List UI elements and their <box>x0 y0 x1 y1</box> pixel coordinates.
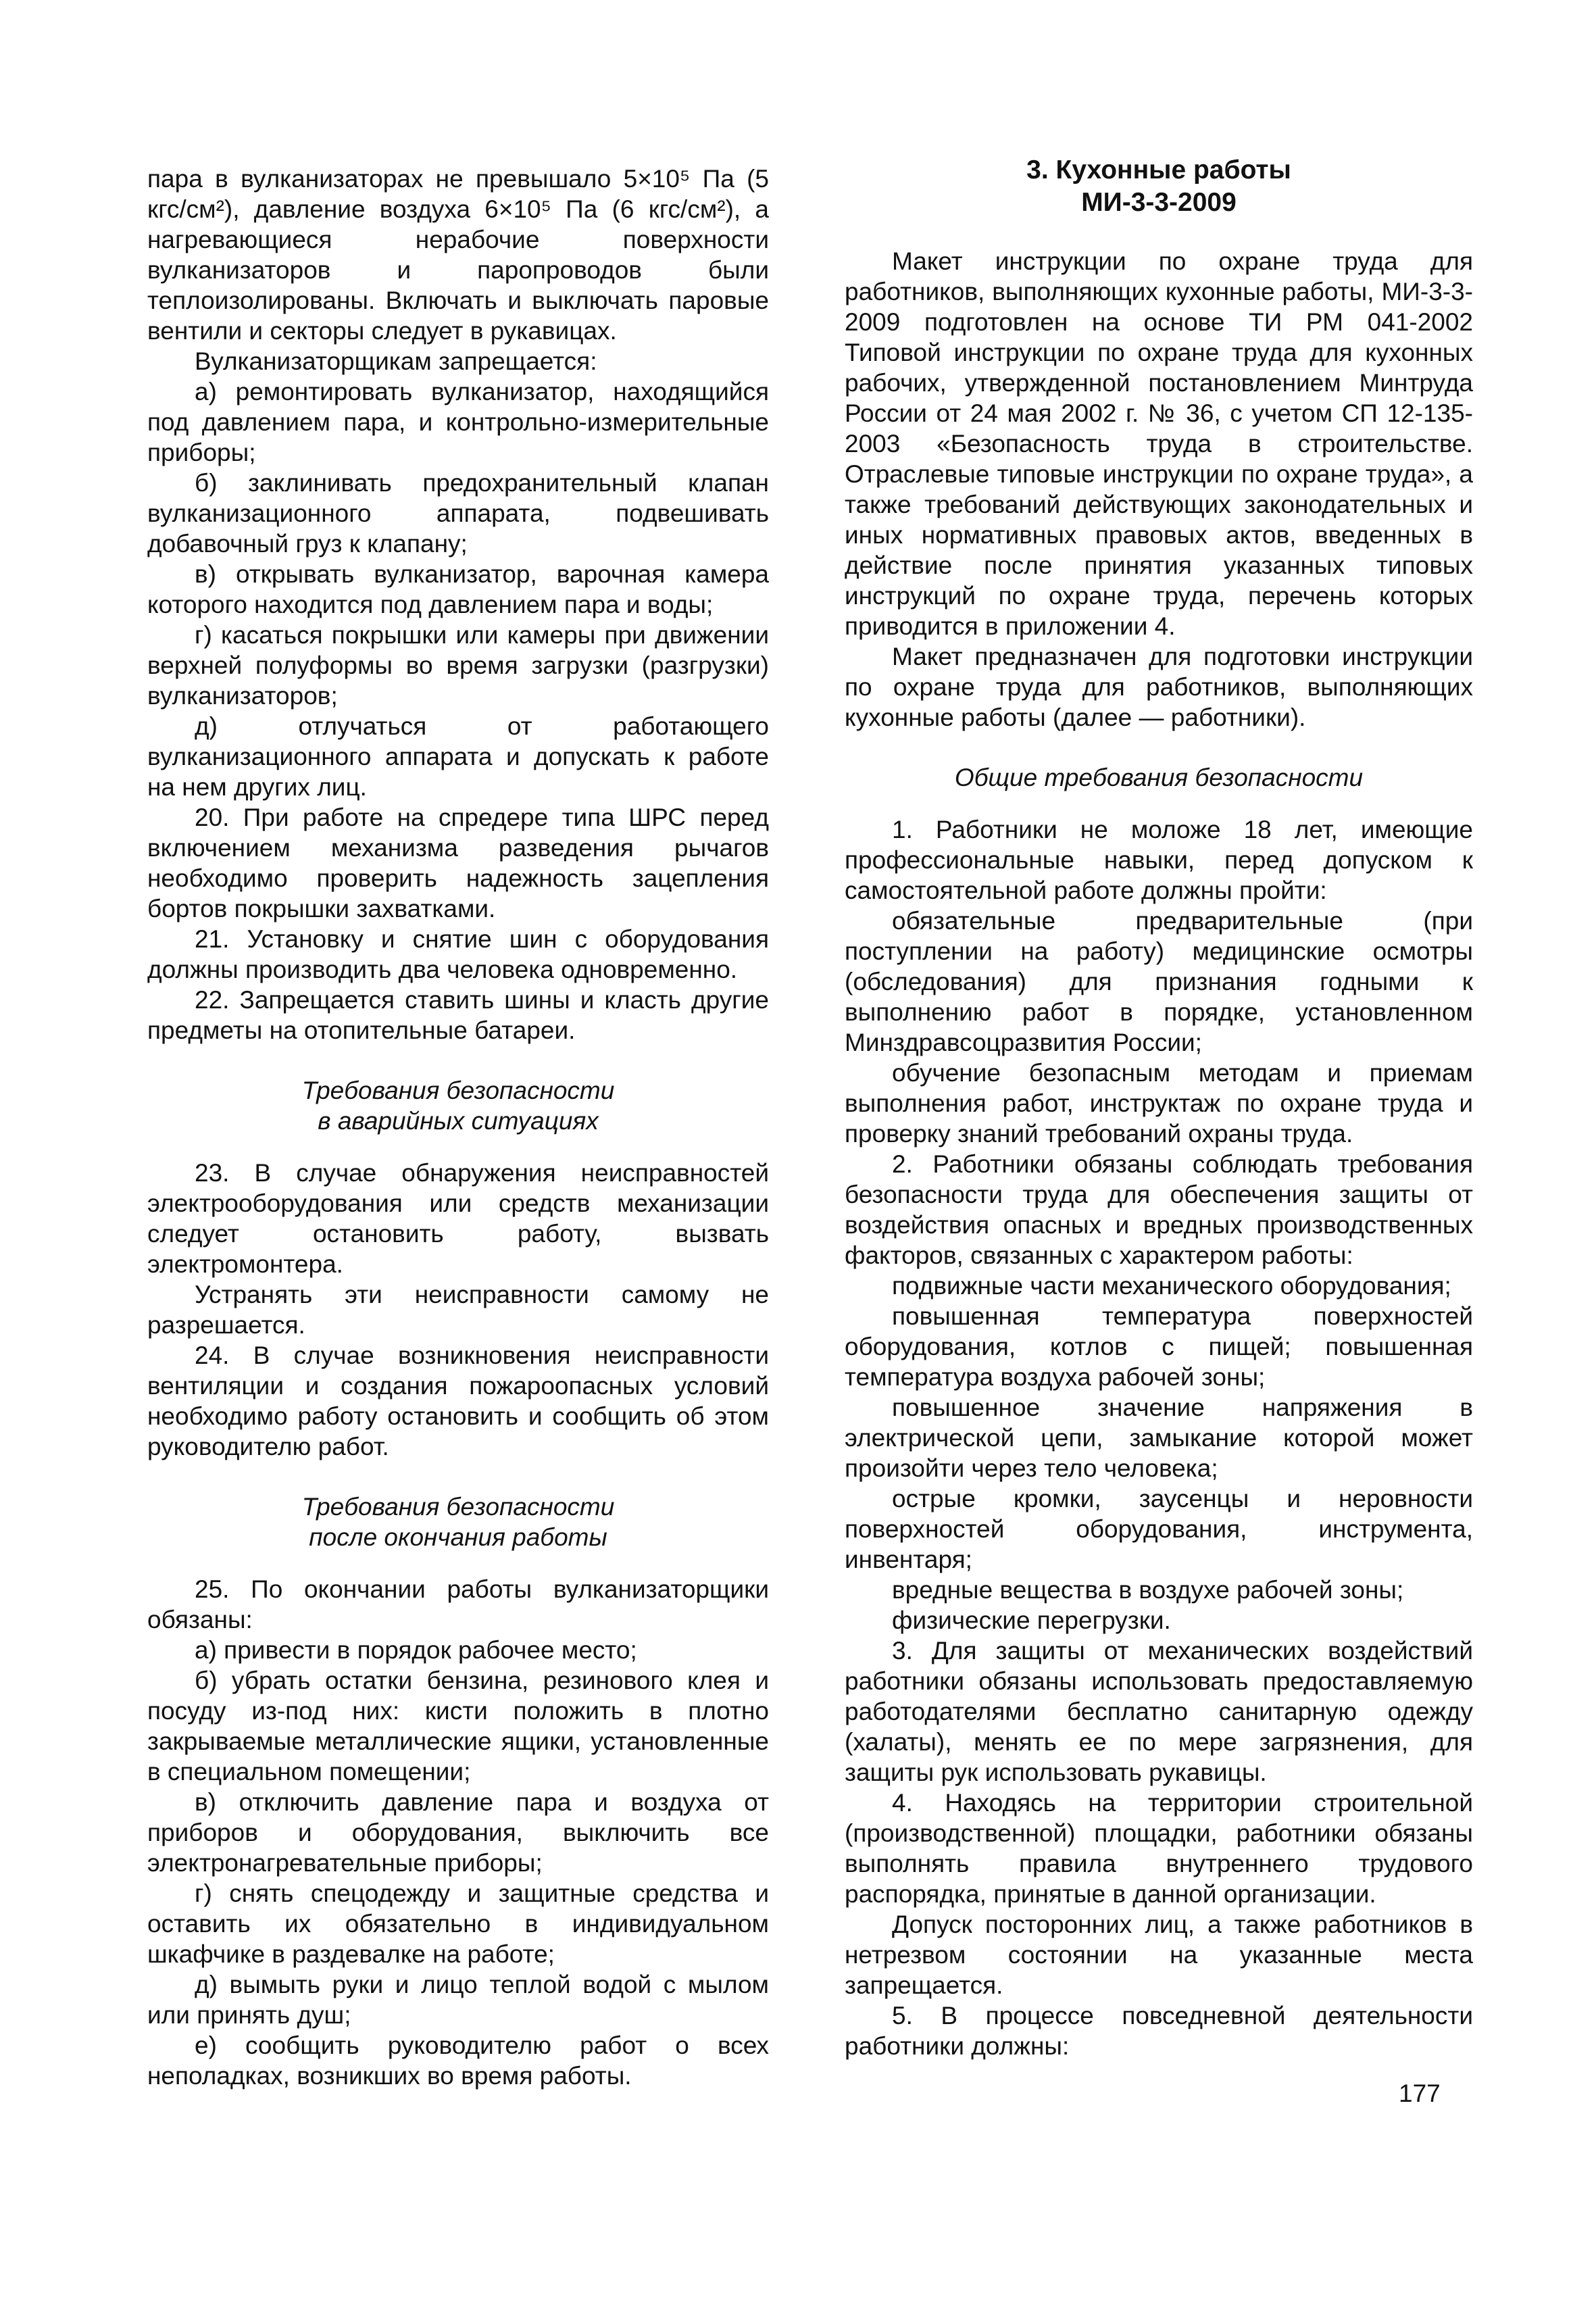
section-heading-general: Общие требования безопасности <box>954 764 1364 791</box>
paragraph: в) отключить давление пара и воздуха от приборов и оборудования, выключить все электронагревательные приборы; <box>147 1788 769 1877</box>
paragraph: повышенное значение напряжения в электрической цепи, замыкание которой может произойти через тело человека; <box>845 1394 1473 1482</box>
paragraph: 22. Запрещается ставить шины и класть другие предметы на отопительные батареи. <box>147 986 769 1044</box>
paragraph: пара в вулканизаторах не превышало 5×10⁵ Па (5 кгс/см²), давление воздуха 6×10⁵ Па (6 кгс/см²), а нагревающиеся нерабочие поверхности вулканизаторов и паропроводов были теплоизолированы. Включать и выключать паровые вентили и секторы следует в рукавицах. <box>147 165 769 345</box>
paragraph: е) сообщить руководителю работ о всех неполадках, возникших во время работы. <box>147 2032 769 2090</box>
paragraph: Устранять эти неисправности самому не разрешается. <box>147 1281 769 1339</box>
paragraph: 4. Находясь на территории строительной (производственной) площадки, работники обязаны выполнять правила внутреннего трудового распорядка, принятые в данной организации. <box>845 1789 1473 1908</box>
right-column <box>845 154 1473 2061</box>
paragraph: а) ремонтировать вулканизатор, находящийся под давлением пара, и контрольно-измерительные приборы; <box>147 378 769 466</box>
left-column <box>147 164 769 2091</box>
paragraph: б) убрать остатки бензина, резинового клея и посуду из-под них: кисти положить в плотно закрываемые металлические ящики, установленные в специальном помещении; <box>147 1667 769 1786</box>
paragraph: 24. В случае возникновения неисправности вентиляции и создания пожароопасных условий необходимо работу остановить и сообщить об этом руководителю работ. <box>147 1341 769 1460</box>
title-line: 3. Кухонные работы <box>1026 155 1291 184</box>
paragraph: г) касаться покрышки или камеры при движении верхней полуформы во время загрузки (разгрузки) вулканизаторов; <box>147 621 769 710</box>
heading-line: Требования безопасности <box>301 1077 615 1104</box>
paragraph: д) вымыть руки и лицо теплой водой с мылом или принять душ; <box>147 1971 769 2029</box>
paragraph: 25. По окончании работы вулканизаторщики обязаны: <box>147 1575 769 1633</box>
paragraph: острые кромки, заусенцы и неровности поверхностей оборудования, инструмента, инвентаря; <box>845 1485 1473 1573</box>
paragraph: Макет инструкции по охране труда для работников, выполняющих кухонные работы, МИ-3-3-2009 подготовлен на основе ТИ РМ 041-2002 Типовой инструкции по охране труда для кухонных рабочих, утвержденной постановлением Минтруда России от 24 мая 2002 г. № 36, с учетом СП 12-135-2003 «Безопасность труда в строительстве. Отраслевые типовые инструкции по охране труда», а также требований действующих законодательных и иных нормативных правовых актов, введенных в действие после принятия указанных типовых инструкций по охране труда, перечень которых приводится в приложении 4. <box>845 247 1473 640</box>
paragraph: 5. В процессе повседневной деятельности работники должны: <box>845 2002 1473 2060</box>
paragraph: физические перегрузки. <box>892 1606 1171 1634</box>
paragraph: Макет предназначен для подготовки инструкции по охране труда для работников, выполняющих кухонные работы (далее — работники). <box>845 643 1473 731</box>
paragraph: б) заклинивать предохранительный клапан вулканизационного аппарата, подвешивать добавочный груз к клапану; <box>147 469 769 558</box>
paragraph: 20. При работе на спредере типа ШРС перед включением механизма разведения рычагов необходимо проверить надежность зацепления бортов покрышки захватками. <box>147 804 769 922</box>
paragraph: в) открывать вулканизатор, варочная камера которого находится под давлением пара и воды; <box>147 560 769 618</box>
section-heading-emergency <box>147 1075 769 1136</box>
paragraph: 3. Для защиты от механических воздействий работники обязаны использовать предоставляемую работодателями бесплатно санитарную одежду (халаты), менять ее по мере загрязнения, для защиты рук использовать рукавицы. <box>845 1637 1473 1786</box>
paragraph: Вулканизаторщикам запрещается: <box>195 347 597 375</box>
paragraph: 2. Работники обязаны соблюдать требования безопасности труда для обеспечения защиты от воздействия опасных и вредных производственных факторов, связанных с характером работы: <box>845 1150 1473 1269</box>
title-line: МИ-3-3-2009 <box>1081 188 1237 217</box>
paragraph: Допуск посторонних лиц, а также работников в нетрезвом состоянии на указанные места запрещается. <box>845 1911 1473 1999</box>
heading-line: Требования безопасности <box>301 1493 615 1521</box>
page-number: 177 <box>1399 2079 1441 2107</box>
paragraph: 21. Установку и снятие шин с оборудования должны производить два человека одновременно. <box>147 925 769 983</box>
paragraph: а) привести в порядок рабочее место; <box>195 1636 637 1664</box>
paragraph: 23. В случае обнаружения неисправностей электрооборудования или средств механизации следует остановить работу, вызвать электромонтера. <box>147 1159 769 1278</box>
paragraph: д) отлучаться от работающего вулканизационного аппарата и допускать к работе на нем других лиц. <box>147 712 769 801</box>
paragraph: обязательные предварительные (при поступлении на работу) медицинские осмотры (обследования) для признания годными к выполнению работ в порядке, установленном Минздравсоцразвития России; <box>845 907 1473 1056</box>
paragraph: вредные вещества в воздухе рабочей зоны; <box>892 1576 1404 1604</box>
heading-line: в аварийных ситуациях <box>318 1107 599 1135</box>
paragraph: 1. Работники не моложе 18 лет, имеющие профессиональные навыки, перед допуском к самостоятельной работе должны пройти: <box>845 816 1473 904</box>
paragraph: г) снять спецодежду и защитные средства и оставить их обязательно в индивидуальном шкафчике в раздевалке на работе; <box>147 1879 769 1968</box>
section-heading-after-work <box>147 1492 769 1552</box>
heading-line: после окончания работы <box>309 1523 607 1551</box>
paragraph: повышенная температура поверхностей оборудования, котлов с пищей; повышенная температура воздуха рабочей зоны; <box>845 1302 1473 1391</box>
paragraph: обучение безопасным методам и приемам выполнения работ, инструктаж по охране труда и проверку знаний требований охраны труда. <box>845 1059 1473 1148</box>
paragraph: подвижные части механического оборудования; <box>892 1272 1451 1300</box>
chapter-title <box>845 154 1473 219</box>
